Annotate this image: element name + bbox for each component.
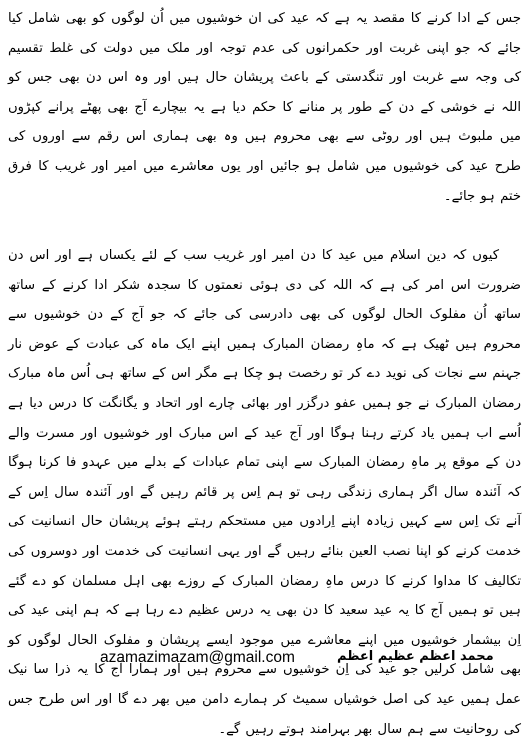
author-email: azamazimazam@gmail.com	[100, 649, 295, 666]
paragraph-1: جس کے ادا کرنے کا مقصد یہ ہے کہ عید کی ان خوشیوں میں اُن لوگوں کو بھی شامل کیا جائے کہ جو اپنی غربت اور حکمرانوں کی عدم توجہ اور ملک میں دولت کی غلط تقسیم کی وجہ سے غربت اور تنگدستی کے باعث پریشان حال ہیں اور وہ اس دن بھی جس کو اللہ نے خوشی کے دن کے طور پر منانے کا حکم دیا ہے یہ بیچارے آج بھی پھٹے پرانے کپڑوں میں ملبوث ہیں اور روٹی سے بھی محروم ہیں وہ بھی ہماری اس رقم سے اوروں کی طرح عید کی خوشیوں میں شامل ہو جائیں اور یوں معاشرے میں امیر اور غریب کا فرق ختم ہو جائے۔	[8, 11, 521, 204]
author-name: محمد اعظم عظیم اعظم	[337, 649, 494, 664]
paragraph-2: کیوں کہ دین اسلام میں عید کا دن امیر اور غریب سب کے لئے یکساں ہے اور اس دن ضرورت اس امر کی ہے کہ اللہ کی دی ہوئی نعمتوں کا سجدہ شکر ادا کرنے کے ساتھ ساتھ اُن مفلوک الحال لوگوں کی بھی دادرسی کی جائے کہ جو آج کے دن خوشیوں سے محروم ہیں ٹھیک ہے کہ ماہِ رمضان المبارک ہمیں اپنے ایک ماہ کی عبادت کے عوض نار جہنم سے نجات کی نوید دے کر تو رخصت ہو چکا ہے مگر اس کے ساتھ ہی اُس ماہ مبارک رمضان المبارک نے جو ہمیں عفو درگزر اور بھائی چارے اور اتحاد و یگانگت کا درس دیا ہے اُسے اب ہمیں یاد کرتے رہنا ہوگا اور آج عید کے اس مبارک اور خوشیوں اور مسرت والے دن کے موقع پر ماہِ رمضان المبارک سے اپنی تمام عبادات کے بدلے میں عہدو فا کرنا ہوگا کہ آئندہ سال اگر ہماری زندگی رہی تو ہم اِس پر قائم رہیں گے اور آئندہ سال اِس کے آنے تک اِس سے کہیں زیادہ اپنے اِرادوں میں مستحکم رہتے ہوئے پریشان حال انسانیت کی خدمت کرنے کو اپنا نصب العین بنائے رہیں گے اور یہی انسانیت کی خدمت اور دوسروں کی تکالیف کا مداوا کرنے کا درس ماہِ رمضان المبارک کے روزے بھی اہل مسلمان کو دے گئے ہیں تو ہمیں آج کا یہ عید سعید کا دن بھی یہ درس عظیم دے رہا ہے کہ ہم اپنی عید کی اِن بیشمار خوشیوں میں اپنے معاشرے میں موجود ایسے پریشان و مفلوک الحال لوگوں کو بھی شامل کرلیں جو عید کی اِن خوشیوں سے محروم ہیں اور ہمارا آج کا یہ ذرا سا نیک عمل ہمیں عید کی اصل خوشیاں سمیٹ کر ہمارے دامن میں بھر دے گا اور اس طرح جس کی روحانیت سے ہم سال بھر بہرامند ہوتے رہیں گے۔	[8, 248, 521, 737]
signature-row	[0, 647, 529, 677]
